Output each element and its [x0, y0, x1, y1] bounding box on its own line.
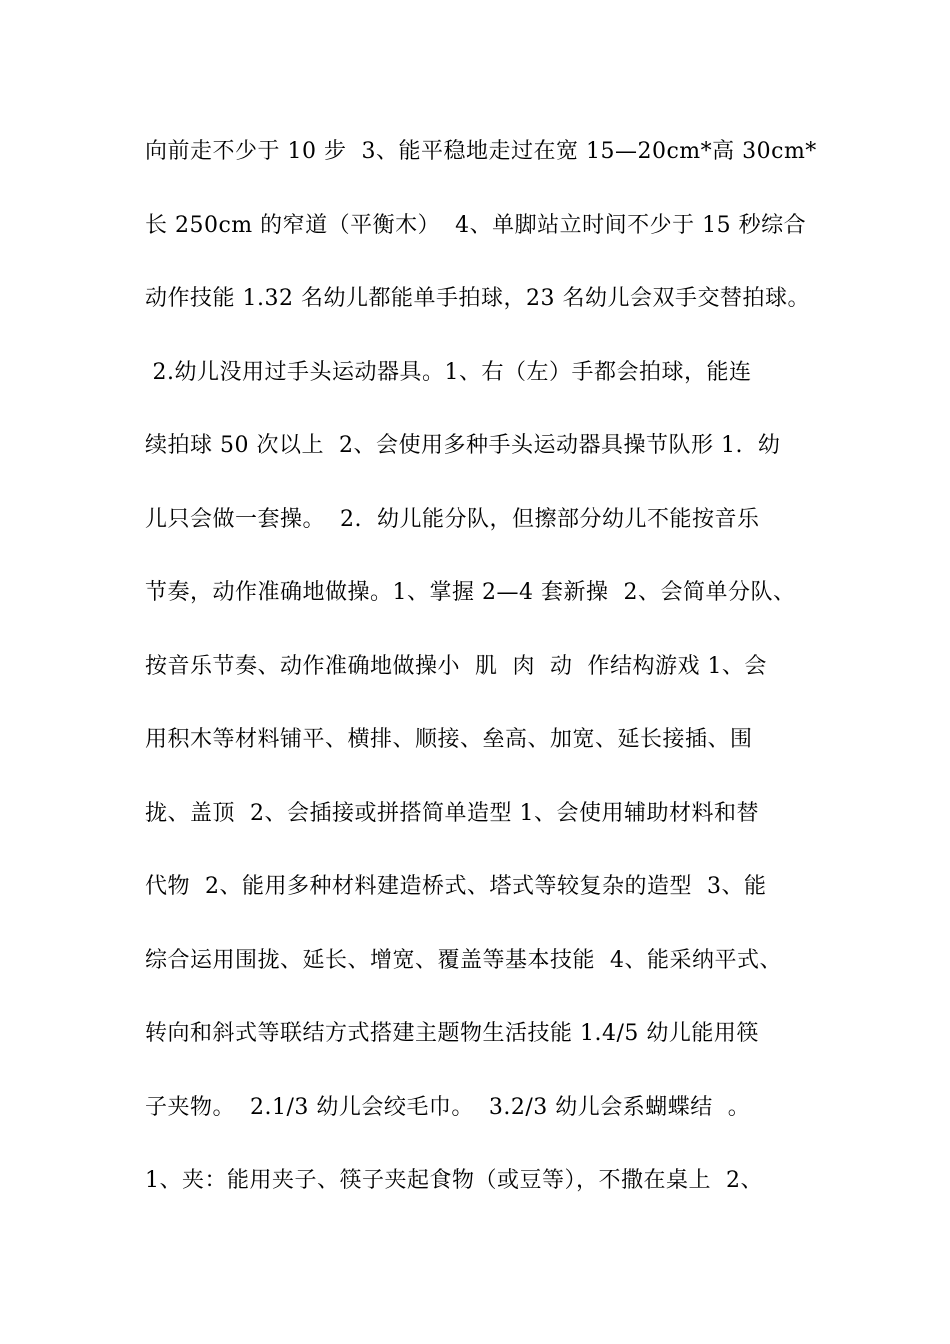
text-line: 拢、盖顶 2、会插接或拼搭简单造型 1、会使用辅助材料和替	[145, 800, 759, 826]
text-line: 按音乐节奏、动作准确地做操小 肌 肉 动 作结构游戏 1、会	[145, 653, 767, 679]
text-line: 综合运用围拢、延长、增宽、覆盖等基本技能 4、能采纳平式、	[145, 947, 782, 973]
text-line: 转向和斜式等联结方式搭建主题物生活技能 1.4/5 幼儿能用筷	[145, 1021, 759, 1046]
text-line: 2.幼儿没用过手头运动器具。1、右（左）手都会拍球，能连	[145, 359, 752, 385]
text-line: 节奏，动作准确地做操。1、掌握 2—4 套新操 2、会简单分队、	[145, 580, 796, 605]
text-line: 儿只会做一套操。 2. 幼儿能分队，但擦部分幼儿不能按音乐	[145, 506, 760, 532]
text-line: 向前走不少于 10 步 3、能平稳地走过在宽 15—20cm*高 30cm*	[145, 139, 817, 164]
text-line: 用积木等材料铺平、横排、顺接、垒高、加宽、延长接插、围	[145, 727, 753, 752]
text-line: 续拍球 50 次以上 2、会使用多种手头运动器具操节队形 1. 幼	[145, 433, 781, 458]
text-line: 子夹物。 2.1/3 幼儿会绞毛巾。 3.2/3 幼儿会系蝴蝶结 。	[145, 1094, 751, 1120]
text-line: 代物 2、能用多种材料建造桥式、塔式等较复杂的造型 3、能	[145, 874, 767, 899]
text-line: 1、夹：能用夹子、筷子夹起食物（或豆等），不撒在桌上 2、	[145, 1168, 763, 1193]
text-line: 动作技能 1.32 名幼儿都能单手拍球，23 名幼儿会双手交替拍球。	[145, 286, 810, 311]
document-body	[145, 126, 835, 1229]
text-line: 长 250cm 的窄道（平衡木） 4、单脚站立时间不少于 15 秒综合	[145, 212, 807, 238]
